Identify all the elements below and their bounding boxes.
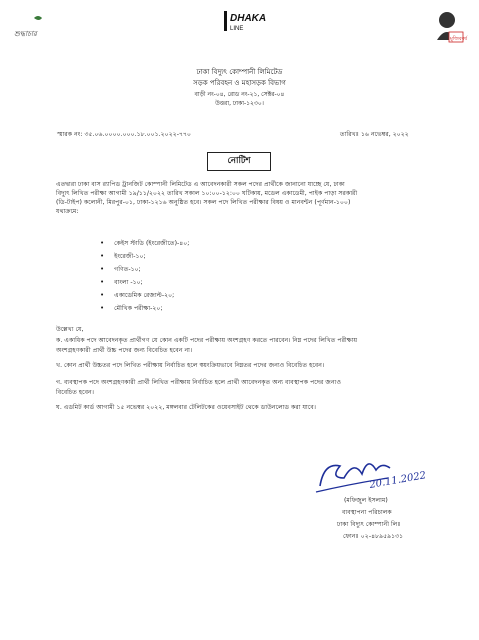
logo-center-text: DHAKA [230, 13, 267, 24]
department-name: সড়ক পরিবহন ও মহাসড়ক বিভাগ [193, 79, 286, 87]
signatory-organization: ঢাকা বিদ্যুৎ কোম্পানী লিঃ [337, 521, 401, 528]
remark-line: গ. ব্যবস্থাপক পদে অংশগ্রহণকারী প্রার্থী লিখিত পরীক্ষায় নির্বাচিত হলে প্রার্থী আবেদনকৃত অন্য ব্যবস্থাপক পদের জন্যও [56, 379, 341, 386]
signatory-phone: ফোনঃ ০২-৪৮৯৫৯১৩১ [343, 533, 404, 540]
remark-line: ঘ. এডমিট কার্ড আগামী ১৫ নভেম্বর ২০২২, মঙ্গলবার টেলিটকের ওয়েবসাইট থেকে ডাউনলোড করা যাবে। [56, 404, 316, 411]
para-line-4: যথাক্রমে: [56, 208, 79, 215]
remarks-heading: উল্লেখ্য যে, [56, 326, 84, 333]
signatory-designation: ব্যবস্থাপনা পরিচালক [342, 509, 392, 516]
list-item: • ইংরেজী-১০; [100, 250, 189, 263]
list-item: • একাডেমিক রেজাল্ট-২০; [100, 289, 189, 302]
list-item: • গণিত-১০; [100, 263, 189, 276]
notice-title-box [207, 152, 271, 171]
memo-number: স্মারক নং: ৩৫.০৬.০০০০.০০০.১৮.০০১.২০২২-৭৭০ [57, 131, 192, 138]
list-item: • মৌখিক পরীক্ষা-২০; [100, 302, 189, 315]
mujib-borsho-logo [425, 10, 468, 44]
remark-line: ক. একাধিক পদে আবেদনকৃত প্রার্থীগণ যে কোন একটি পদের পরীক্ষায় অংশগ্রহণ করতে পারবেন। নিম্ন পদের লিখিত পরীক্ষায় [56, 337, 358, 344]
signature-date: 20.11.2022 [368, 470, 427, 491]
para-line-1: এতদ্বারা ঢাকা বাস র‍্যাপিড ট্রানজিট কোম্পানী লিমিটেড এ আবেদনকারী সকল পদের প্রার্থীকে জানানো যাচ্ছে যে, ঢাকা [56, 181, 345, 188]
notice-title: নোটিশ [227, 156, 251, 166]
subject-list [100, 237, 189, 315]
para-line-3: (ডি-টাইপ) কলোনী, মিরপুর-০১, ঢাকা-১২১৬ অনুষ্ঠিত হবে। সকল পদে লিখিত পরীক্ষার বিষয় ও মানবন্টন (পূর্ণমান-১০০) [56, 199, 351, 206]
signatory-name: (মফিজুল ইসলাম) [344, 497, 388, 504]
handwritten-signature [310, 448, 435, 498]
address-line-2: উত্তরা, ঢাকা-১২৩০। [215, 100, 264, 107]
dhaka-line-logo [222, 8, 270, 34]
para-line-2: বিদ্যুৎ লিখিত পরীক্ষা আগামী ১৯/১১/২০২২ তারিখ সকাল ১০:০০-১২:০০ ঘটিকায়, মডেল একাডেমী, পাইক পাড়া সরকারী [56, 190, 358, 197]
company-name: ঢাকা বিদ্যুৎ কোম্পানী লিমিটেড [196, 68, 283, 76]
remark-line: খ. কোন প্রার্থী উচ্চতর পদে লিখিত পরীক্ষায় নির্বাচিত হলে স্বয়ংক্রিয়ভাবে নিম্নতর পদের জন্যও বিবেচিত হবেন। [56, 362, 325, 369]
list-item: • বাংলা -১০; [100, 276, 189, 289]
logo-left-text: শুদ্ধাচার [14, 30, 37, 38]
address-line-1: বাড়ী নং-০৪, রোড নং-২১, সেক্টর-০৪ [194, 91, 285, 98]
remark-line: বিবেচিত হবেন। [56, 389, 94, 396]
memo-date: তারিখঃ ১৬ নভেম্বর, ২০২২ [340, 131, 409, 138]
remark-line: অংশগ্রহণকারী প্রার্থী উচ্চ পদের জন্য বিবেচিত হবেন না। [56, 347, 193, 354]
logo-right-text: মুজিববর্ষ [450, 36, 468, 42]
list-item: • কেইস স্টাডি (ইংরেজীতে)-৪০; [100, 237, 189, 250]
shuddhachar-logo [12, 14, 72, 44]
logo-center-subtext: LINE [230, 26, 244, 32]
